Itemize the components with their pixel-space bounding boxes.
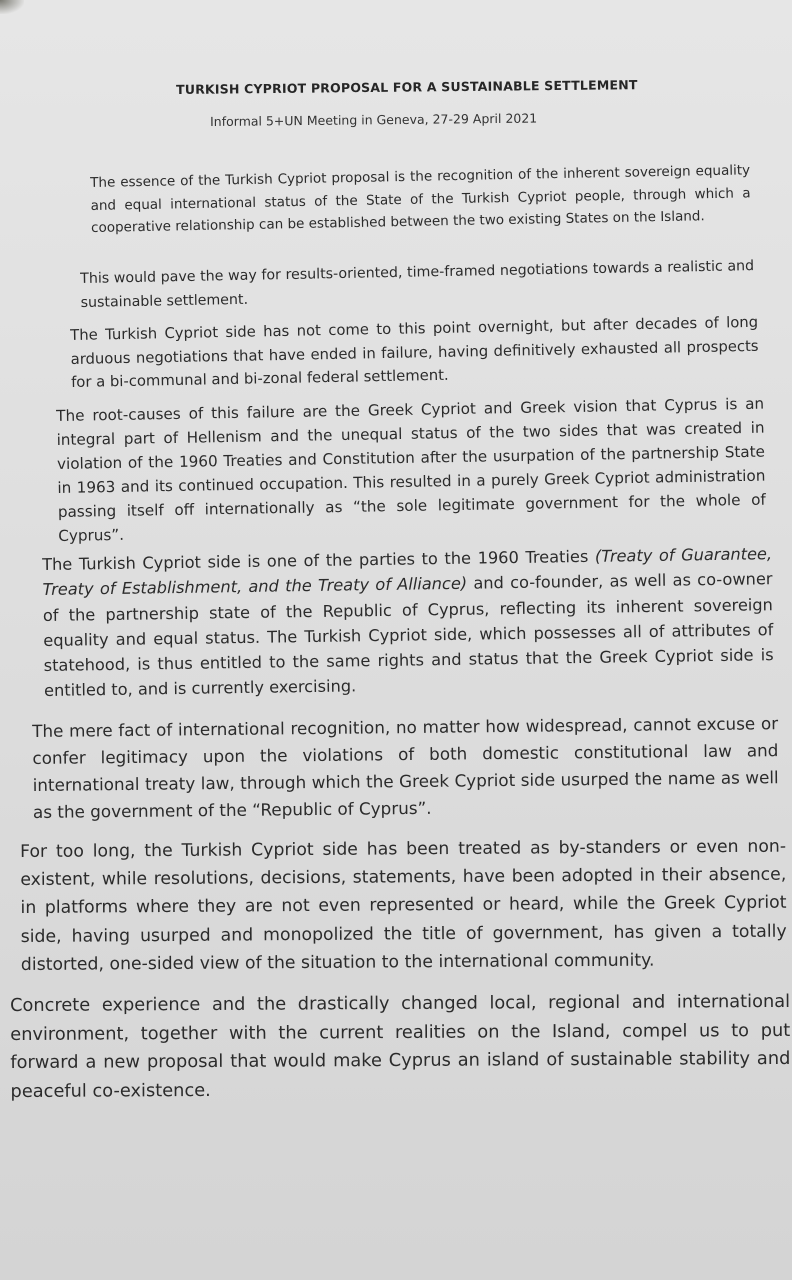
paragraph-2: This would pave the way for results-oriented, time-framed negotiations towards a realistic and sustainable settlement. [80,258,755,311]
paragraph-5-text-end: and co-founder, as well as co-owner of the partnership state of the Republic of Cyprus, reflecting its inherent sovereign equality and equal status. The Turkish Cypriot side, which possesses all of attributes of statehood, is thus entitled to the same rights and status that the Greek Cypriot side is entitled to, and is currently exercising. [42,569,774,701]
paragraph-1: The essence of the Turkish Cypriot proposal is the recognition of the inherent sovereign equality and equal international status of the State of the Turkish Cypriot people, through which a cooperative relationship can be established between the two existing States on the Island. [90,162,751,236]
paragraph-5-treaties-italic: (Treaty of Guarantee, Treaty of Establishment, and the Treaty of Alliance) [42,544,773,600]
paragraph-5-text-start: The Turkish Cypriot side is one of the parties to the 1960 Treaties [42,546,596,574]
page-corner-shadow [0,0,24,14]
paragraph-7: For too long, the Turkish Cypriot side has been treated as by-standers or even non-existent, while resolutions, decisions, statements, have been adopted in their absence, in platforms where they are not even represented or heard, while the Greek Cypriot side, having usurped and monopolized the title of government, has given a totally distorted, one-sided view of the situation to the international community. [20,836,787,975]
document-subtitle: Informal 5+UN Meeting in Geneva, 27-29 April 2021 [210,110,538,129]
paragraph-3: The Turkish Cypriot side has not come to this point overnight, but after decades of long arduous negotiations that have ended in failure, having definitively exhausted all prospects for a bi-communal and bi-zonal federal settlement. [70,313,759,391]
paragraph-8: Concrete experience and the drastically changed local, regional and international environment, together with the current realities on the Island, compel us to put forward a new proposal that would make Cyprus an island of sustainable stability and peaceful co-existence. [10,990,791,1102]
document-title: TURKISH CYPRIOT PROPOSAL FOR A SUSTAINABLE SETTLEMENT [176,77,638,97]
paragraph-4: The root-causes of this failure are the Greek Cypriot and Greek vision that Cyprus is an integral part of Hellenism and the unequal status of the two sides that was created in violation of the 1960 Treaties and Constitution after the usurpation of the partnership State in 1963 and its continued occupation. This resulted in a purely Greek Cypriot administration passing itself off internationally as “the sole legitimate government for the whole of Cyprus”. [56,394,766,545]
paragraph-5 [42,541,774,704]
paragraph-6: The mere fact of international recognition, no matter how widespread, cannot excuse or confer legitimacy upon the violations of both domestic constitutional law and international treaty law, through which the Greek Cypriot side usurped the name as well as the government of the “Republic of Cyprus”. [32,713,779,822]
